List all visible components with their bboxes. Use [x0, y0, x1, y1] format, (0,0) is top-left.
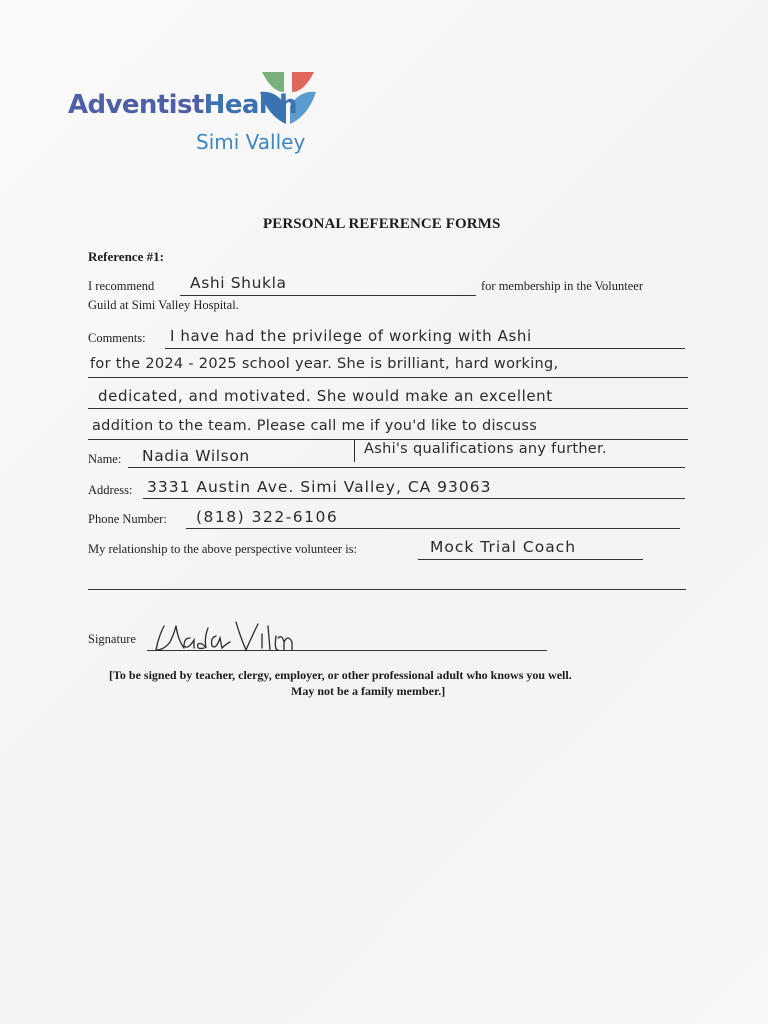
comments-text-line-4[interactable]: addition to the team. Please call me if you'd like to discuss [92, 418, 538, 434]
form-title: PERSONAL REFERENCE FORMS [263, 216, 501, 232]
comments-text-line-3[interactable]: dedicated, and motivated. She would make an excellent [98, 387, 553, 405]
signer-instruction-note: [To be signed by teacher, clergy, employer, or other professional adult who knows you well. [109, 668, 572, 682]
address-field[interactable]: 3331 Austin Ave. Simi Valley, CA 93063 [147, 478, 492, 496]
recommend-suffix: for membership in the Volunteer [481, 279, 644, 293]
comments-text-line-2[interactable]: for the 2024 - 2025 school year. She is brilliant, hard working, [90, 356, 559, 372]
phone-label: Phone Number: [88, 512, 167, 526]
recommend-prefix: I recommend [88, 279, 155, 293]
family-member-note: May not be a family member.] [291, 684, 446, 698]
name-line [128, 467, 685, 468]
brand-name [68, 90, 297, 120]
brand-name-part2: Health [203, 90, 297, 120]
recommend-line [180, 295, 476, 296]
comments-text-line-1[interactable]: I have had the privilege of working with Ashi [170, 327, 532, 345]
phone-field[interactable]: (818) 322-6106 [196, 508, 339, 526]
comments-line-1 [165, 348, 685, 349]
adventist-health-logo [66, 66, 336, 166]
brand-location: Simi Valley [196, 130, 306, 154]
relationship-label: My relationship to the above perspective volunteer is: [88, 542, 358, 556]
comments-continuation[interactable]: Ashi's qualifications any further. [364, 441, 607, 457]
comments-line-2 [88, 377, 688, 378]
comment-divider-mark [354, 440, 355, 462]
address-label: Address: [88, 483, 133, 497]
name-field[interactable]: Nadia Wilson [142, 447, 250, 465]
address-line [143, 498, 685, 499]
name-label: Name: [88, 452, 122, 466]
comments-label: Comments: [88, 331, 146, 345]
handwritten-signature-image[interactable] [150, 616, 330, 658]
recommend-name-field[interactable]: Ashi Shukla [190, 274, 287, 292]
reference-number-label: Reference #1: [88, 249, 164, 264]
phone-line [186, 528, 680, 529]
brand-name-part1: Adventist [68, 90, 204, 120]
relationship-line [418, 559, 643, 560]
signature-label: Signature [88, 632, 136, 646]
comments-line-3 [88, 408, 688, 409]
comments-line-4 [88, 439, 688, 440]
recommend-line2: Guild at Simi Valley Hospital. [88, 298, 239, 312]
relationship-extra-line [88, 589, 686, 590]
relationship-field[interactable]: Mock Trial Coach [430, 538, 577, 556]
